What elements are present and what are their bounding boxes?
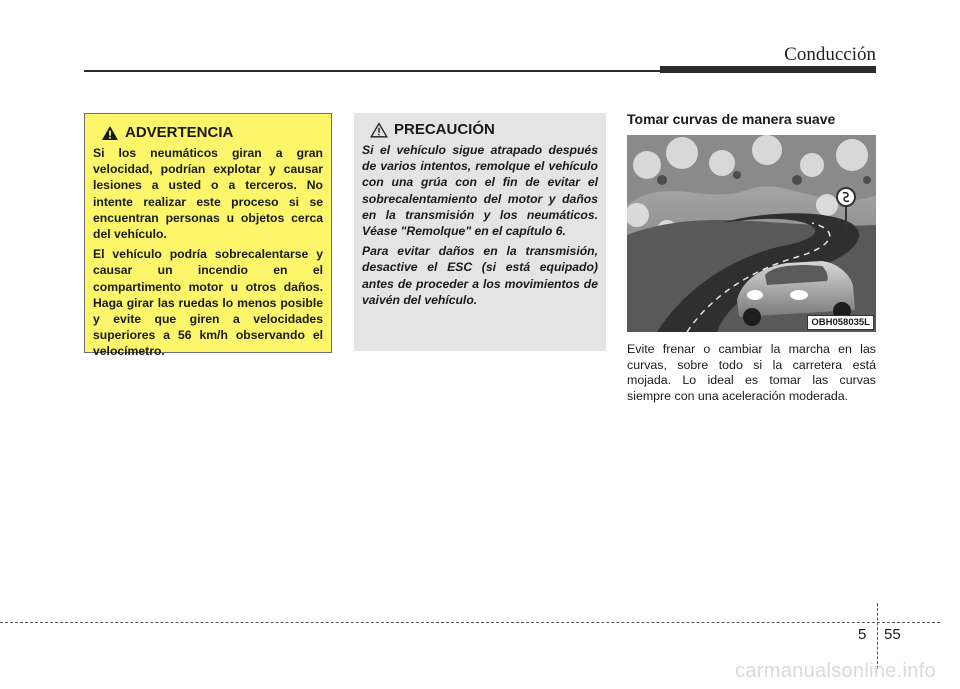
figure-code-label: OBH058035L [807,315,874,330]
chapter-number: 5 [858,626,867,643]
caution-heading [370,121,598,138]
caution-triangle-icon [370,122,388,138]
curve-road-figure [627,135,876,332]
page-number: 55 [884,626,901,643]
warning-paragraph: El vehículo podría sobrecalentarse y causar un incendio en el compartimento motor u otros daños. Haga girar las ruedas lo menos posible y evite que giren a velocidades superiores a 56 km/h observando el velocímetro. [93,247,323,359]
caution-title: PRECAUCIÓN [394,121,495,138]
chapter-title: Conducción [784,44,876,65]
header-rule-accent [660,66,876,73]
caution-box [354,113,606,351]
header-rule [84,70,660,72]
warning-box [84,113,332,359]
footer-rule [0,622,940,623]
warning-heading [101,124,323,141]
warning-paragraph: Si los neumáticos giran a gran velocidad, podrían explotar y causar lesiones a usted o a terceros. No intente realizar este proceso si se encuentran personas u objetos cerca del vehículo. [93,146,323,242]
watermark: carmanualsonline.info [735,660,936,682]
section-title: Tomar curvas de manera suave [627,111,836,127]
warning-title: ADVERTENCIA [125,124,234,141]
caution-paragraph: Para evitar daños en la transmisión, desactive el ESC (si está equipado) antes de proceder a los movimientos de vaivén del vehículo. [362,244,598,307]
warning-triangle-icon [101,125,119,141]
caution-paragraph: Si el vehículo sigue atrapado después de varios intentos, remolque el vehículo con una grúa con el fin de evitar el sobrecalentamiento del motor y daños en la transmisión y los neumáticos. Véase "Remolque" en el capítulo 6. [362,143,598,239]
section-body: Evite frenar o cambiar la marcha en las curvas, sobre todo si la carretera está mojada. Lo ideal es tomar las curvas siempre con una aceleración moderada. [627,342,876,403]
curve-road-illustration [627,135,876,332]
